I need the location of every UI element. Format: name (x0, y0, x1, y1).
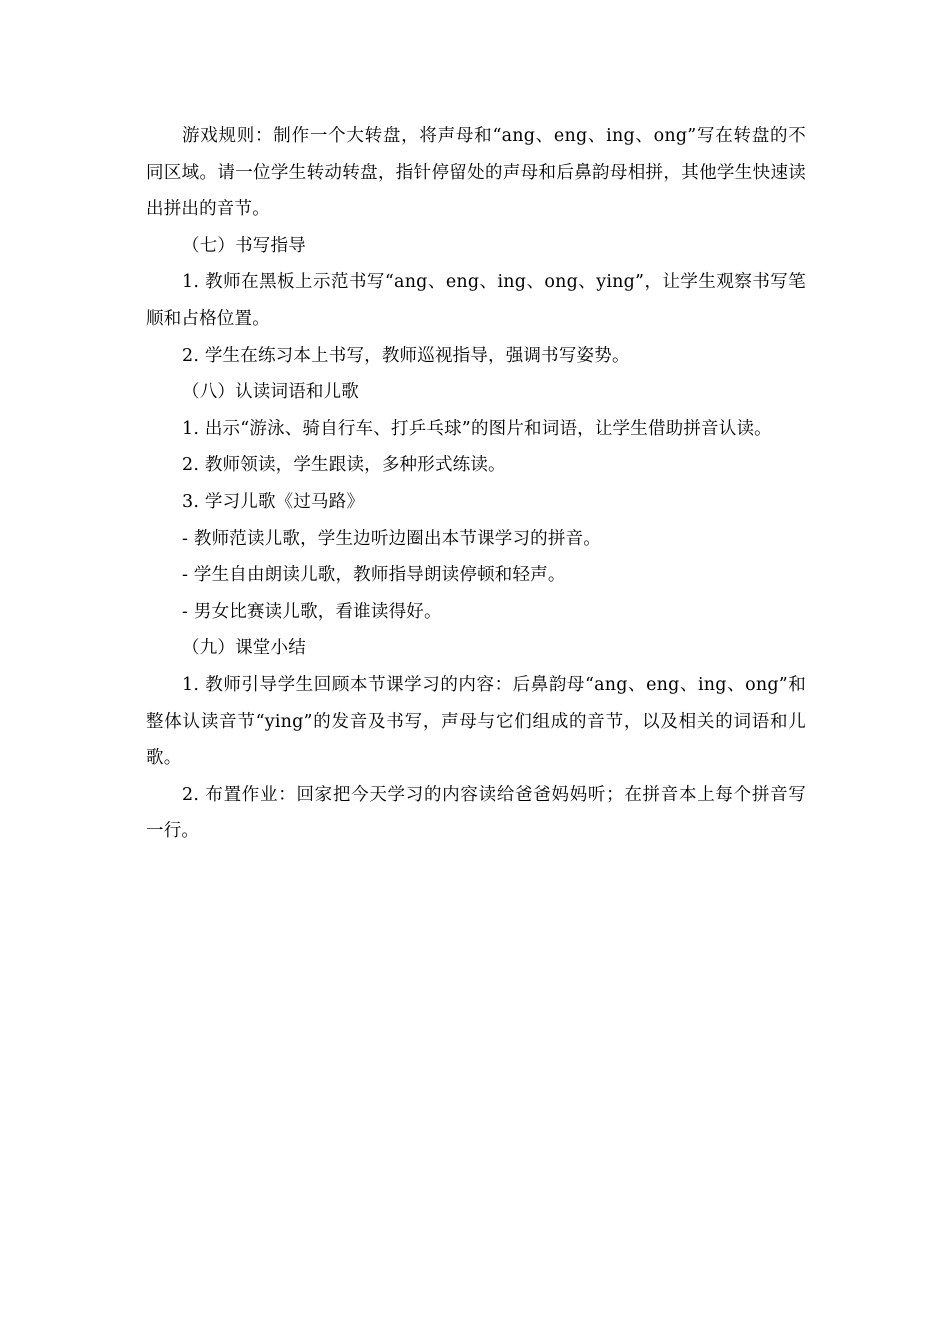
section-heading-writing-guidance: （七）书写指导 (182, 235, 306, 256)
words-step-1: 1. 出示“游泳、骑自行车、打乒乓球”的图片和词语，让学生借助拼音认读。 (182, 418, 772, 439)
summary-step-1: 1. 教师引导学生回顾本节课学习的内容：后鼻韵母“ang、eng、ing、ong”和整体认读音节“ying”的发音及书写，声母与它们组成的音节，以及相关的词语和儿歌。 (146, 674, 806, 769)
summary-step-2: 2. 布置作业：回家把今天学习的内容读给爸爸妈妈听；在拼音本上每个拼音写一行。 (146, 784, 806, 842)
section-heading-words-and-rhyme: （八）认读词语和儿歌 (182, 382, 359, 403)
rhyme-bullet-1: - 教师范读儿歌，学生边听边圈出本节课学习的拼音。 (182, 528, 601, 549)
writing-step-1: 1. 教师在黑板上示范书写“ang、eng、ing、ong、ying”，让学生观察书写笔顺和占格位置。 (146, 272, 806, 329)
writing-step-2: 2. 学生在练习本上书写，教师巡视指导，强调书写姿势。 (182, 345, 630, 366)
document-page (146, 118, 806, 850)
game-rules-paragraph: 游戏规则：制作一个大转盘，将声母和“ang、eng、ing、ong”写在转盘的不同区域。请一位学生转动转盘，指针停留处的声母和后鼻韵母相拼，其他学生快速读出拼出的音节。 (146, 126, 806, 220)
words-step-2: 2. 教师领读，学生跟读，多种形式练读。 (182, 455, 506, 476)
section-heading-summary: （九）课堂小结 (182, 638, 306, 659)
words-step-3: 3. 学习儿歌《过马路》 (182, 491, 365, 512)
rhyme-bullet-3: - 男女比赛读儿歌，看谁读得好。 (182, 601, 442, 622)
rhyme-bullet-2: - 学生自由朗读儿歌，教师指导朗读停顿和轻声。 (182, 565, 566, 586)
